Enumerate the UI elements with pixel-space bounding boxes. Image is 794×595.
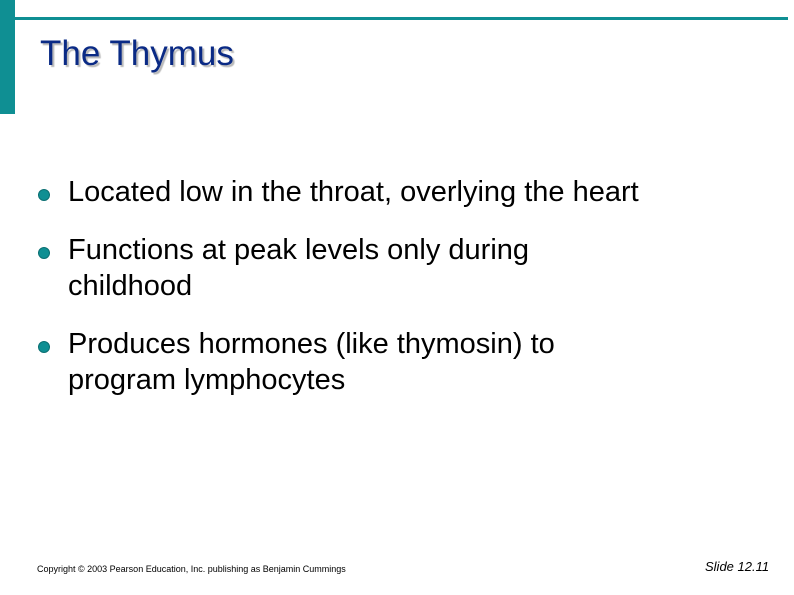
page-title: The Thymus (40, 34, 234, 73)
title-rule (15, 17, 788, 20)
list-item (34, 326, 668, 398)
bullet-text: Functions at peak levels only during childhood (68, 234, 530, 302)
accent-bar (0, 0, 15, 114)
bullet-list (34, 174, 754, 420)
bullet-icon (38, 247, 50, 259)
bullet-text: Located low in the throat, overlying the heart (68, 176, 639, 208)
slide-number: Slide 12.11 (705, 559, 770, 574)
list-item (34, 174, 754, 210)
list-item (34, 232, 628, 304)
bullet-icon (38, 341, 50, 353)
bullet-text: Produces hormones (like thymosin) to program lymphocytes (68, 328, 555, 396)
bullet-icon (38, 189, 50, 201)
copyright-text: Copyright © 2003 Pearson Education, Inc. publishing as Benjamin Cummings (37, 564, 346, 574)
